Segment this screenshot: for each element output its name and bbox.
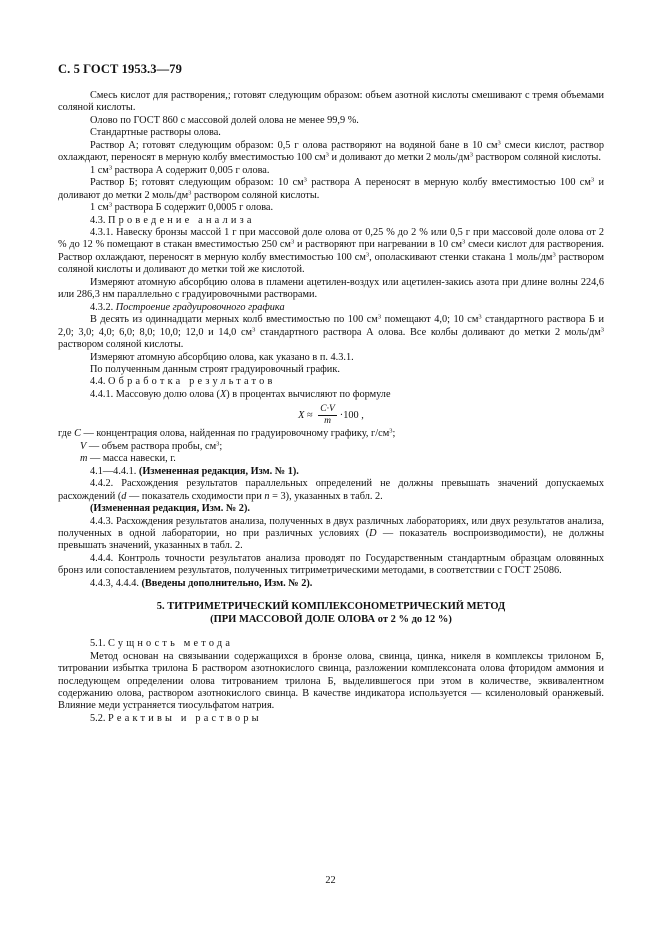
paragraph: 4.3.1. Навеску бронзы массой 1 г при массовой доле олова от 0,25 % до 2 % или 0,5 г при массовой доле олова от 2 % до 12 % помещают в стакан вместимостью 250 $см^3$ и растворяют при нагревании в 10 $см^3$ смеси кислот для растворения. Раствор охлаждают, переносят в мерную колбу вместимостью 100 $см^3$, ополаскивают стенки стакана 1 моль/$дм^3$ раствором соляной кислоты и доливают до метки той же кислотой. [58, 226, 605, 276]
paragraph: Измеряют атомную абсорбцию олова в пламени ацетилен-воздух или ацетилен-закись азота при длине волны 224,6 или 286,3 нм параллельно с градуировочными растворами. [58, 276, 604, 301]
paragraph: 4.4.3. Расхождения результатов анализа, полученных в двух различных лабораториях, или двух результатов анализа, полученных в одной лаборатории, но при различных условиях (D — показатель воспроизводимости), не должны превышать значений, указанных в табл. 2. [58, 515, 604, 552]
section-heading: 4.4. Обработка результатов [90, 376, 276, 388]
edit-note: 4.4.3, 4.4.4. (Введены дополнительно, Изм. № 2). [90, 577, 313, 589]
section-heading: 5.2. Реактивы и растворы [90, 712, 262, 724]
paragraph: По полученным данным строят градуировочный график. [90, 363, 340, 375]
legend-line: V — объем раствора пробы, $см^3$; [80, 440, 223, 452]
formula-tail: ·100 , [339, 409, 364, 421]
formula [58, 403, 604, 428]
paragraph: В десять из одиннадцати мерных колб вместимостью по 100 $см^3$ помещают 4,0; 10 $см^3$ стандартного раствора Б и 2,0; 3,0; 4,0; 6,0; 8,0; 10,0; 12,0 и 14,0 $см^3$ стандартного раствора А олова. Все колбы доливают до метки 2 моль/$дм^3$ раствором соляной кислоты. [58, 313, 605, 351]
section-title-line: 5. ТИТРИМЕТРИЧЕСКИЙ КОМПЛЕКСОНОМЕТРИЧЕСКИЙ МЕТОД [156, 601, 506, 613]
section-heading: 5.1. Сущность метода [90, 638, 234, 650]
section-title-line: (ПРИ МАССОВОЙ ДОЛЕ ОЛОВА от 2 % до 12 %) [210, 613, 452, 625]
edit-note: 4.1—4.4.1. (Измененная редакция, Изм. № 1). [90, 465, 299, 477]
paragraph: 1 $см^3$ раствора А содержит 0,005 г олова. [90, 164, 270, 176]
legend-line: где C — концентрация олова, найденная по градуировочному графику, $г/см^3$; [58, 427, 396, 440]
paragraph: Раствор А; готовят следующим образом: 0,5 г олова растворяют на водяной бане в 10 $см^3$ смеси кислот, раствор охлаждают, переносят в мерную колбу вместимостью 100 $см^3$ и доливают до метки 2 моль/$дм^3$ раствором соляной кислоты. [58, 139, 604, 164]
paragraph: Стандартные растворы олова. [90, 127, 221, 139]
paragraph: Олово по ГОСТ 860 с массовой долей олова не менее 99,9 %. [90, 114, 359, 126]
formula-equals: ≈ [304, 409, 316, 421]
section-title [58, 601, 604, 626]
paragraph: 4.4.1. Массовую долю олова (X) в процентах вычисляют по формуле [90, 388, 391, 400]
paragraph: Метод основан на связывании содержащихся в бронзе олова, свинца, цинка, никеля в комплексы трилоном Б, титровании избытка трилона Б раствором азотнокислого свинца, разложении комплексоната олова фторидом аммония и последующем определении олова титрованием трилона Б, выделившегося при этом в количестве, эквивалентном содержанию олова, раствором азотнокислого свинца. В качестве индикатора используется — ксиленоловый оранжевый. Влияние меди устраняется тиосульфатом натрия. [58, 650, 604, 712]
paragraph: 4.4.2. Расхождения результатов параллельных определений не должны превышать значений допускаемых расхождений (d — показатель сходимости при n = 3), указанных в табл. 2. [58, 478, 604, 502]
paragraph: 1 $см^3$ раствора Б содержит 0,0005 г олова. [90, 201, 274, 214]
subsection-heading: 4.3.2. Построение градуировочного графика [90, 301, 285, 313]
formula-numerator: C·V [320, 404, 335, 415]
paragraph: 4.4.4. Контроль точности результатов анализа проводят по Государственным стандартным образцам оловянных бронз или сопоставлением результатов, полученных титриметрическими методами, в соответствии с ГОСТ 25086. [58, 552, 604, 577]
page-header: С. 5 ГОСТ 1953.3—79 [58, 62, 182, 76]
edit-note: (Измененная редакция, Изм. № 2). [90, 503, 250, 515]
formula-fraction [318, 404, 337, 427]
page-number: 22 [325, 875, 336, 886]
paragraph: Измеряют атомную абсорбцию олова, как указано в п. 4.3.1. [90, 351, 354, 363]
formula-denominator: m [324, 416, 331, 427]
formula-lhs: X [298, 409, 305, 421]
paragraph: Смесь кислот для растворения,; готовят следующим образом: объем азотной кислоты смешивают с тремя объемами соляной кислоты. [58, 90, 604, 114]
legend-line: m — масса навески, г. [80, 453, 176, 465]
paragraph: Раствор Б; готовят следующим образом: 10 $см^3$ раствора А переносят в мерную колбу вместимостью 100 $см^3$ и доливают до метки 2 моль/$дм^3$ раствором соляной кислоты. [58, 176, 604, 201]
section-heading: 4.3. Проведение анализа [90, 214, 255, 226]
document-body [58, 90, 604, 725]
